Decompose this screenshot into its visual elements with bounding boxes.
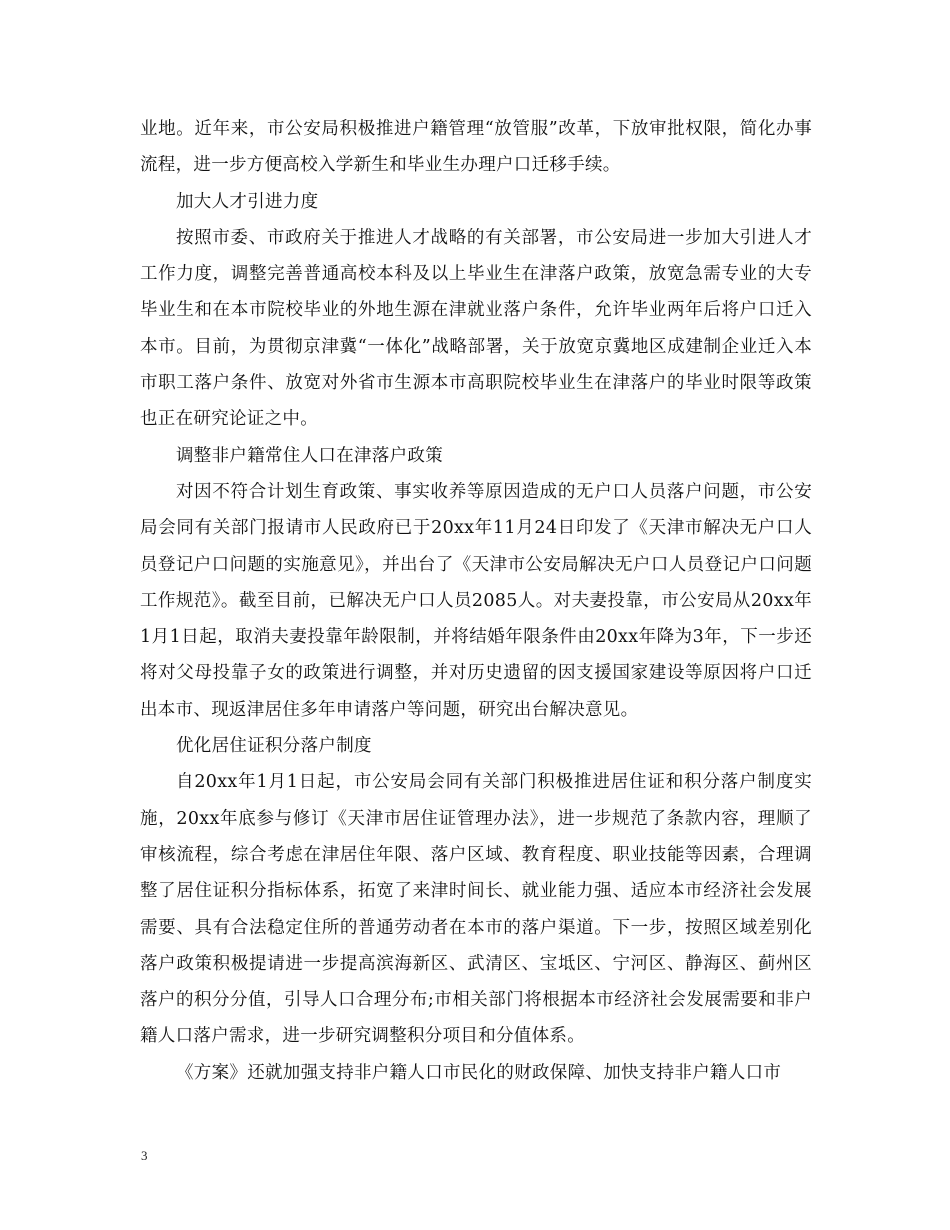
section-heading-points: 优化居住证积分落户制度 [176,736,372,757]
document-body [140,111,812,1091]
paragraph-residents: 对因不符合计划生育政策、事实收养等原因造成的无户口人员落户问题，市公安局会同有关部门报请市人民政府已于20xx年11月24日印发了《天津市解决无户口人员登记户口问题的实施意见》，并出台了《天津市公安局解决无户口人员登记户口问题工作规范》。截至目前，已解决无户口人员2085人。对夫妻投靠，市公安局从20xx年1月1日起，取消夫妻投靠年龄限制，并将结婚年限条件由20xx年降为3年，下一步还将对父母投靠子女的政策进行调整，并对历史遗留的因支援国家建设等原因将户口迁出本市、现返津居住多年申请落户等问题，研究出台解决意见。 [140,481,812,720]
section-heading-residents: 调整非户籍常住人口在津落户政策 [176,445,443,466]
section-heading-talent: 加大人才引进力度 [176,191,319,212]
paragraph-plan: 《方案》还就加强支持非户籍人口市民化的财政保障、加快支持非户籍人口市 [176,1062,782,1083]
page-number: 3 [141,1148,148,1163]
paragraph-talent: 按照市委、市政府关于推进人才战略的有关部署，市公安局进一步加大引进人才工作力度，调整完善普通高校本科及以上毕业生在津落户政策，放宽急需专业的大专毕业生和在本市院校毕业的外地生源在津就业落户条件，允许毕业两年后将户口迁入本市。目前，为贯彻京津冀“一体化”战略部署，关于放宽京冀地区成建制企业迁入本市职工落户条件、放宽对外省市生源本市高职院校毕业生在津落户的毕业时限等政策也正在研究论证之中。 [140,227,812,430]
paragraph-continuation: 业地。近年来，市公安局积极推进户籍管理“放管服”改革，下放审批权限，简化办事流程，进一步方便高校入学新生和毕业生办理户口迁移手续。 [140,119,812,176]
paragraph-points: 自20xx年1月1日起，市公安局会同有关部门积极推进居住证和积分落户制度实施，20xx年底参与修订《天津市居住证管理办法》，进一步规范了条款内容，理顺了审核流程，综合考虑在津居住年限、落户区域、教育程度、职业技能等因素，合理调整了居住证积分指标体系，拓宽了来津时间长、就业能力强、适应本市经济社会发展需要、具有合法稳定住所的普通劳动者在本市的落户渠道。下一步，按照区域差别化落户政策积极提请进一步提高滨海新区、武清区、宝坻区、宁河区、静海区、蓟州区落户的积分分值，引导人口合理分布;市相关部门将根据本市经济社会发展需要和非户籍人口落户需求，进一步研究调整积分项目和分值体系。 [140,772,812,1047]
